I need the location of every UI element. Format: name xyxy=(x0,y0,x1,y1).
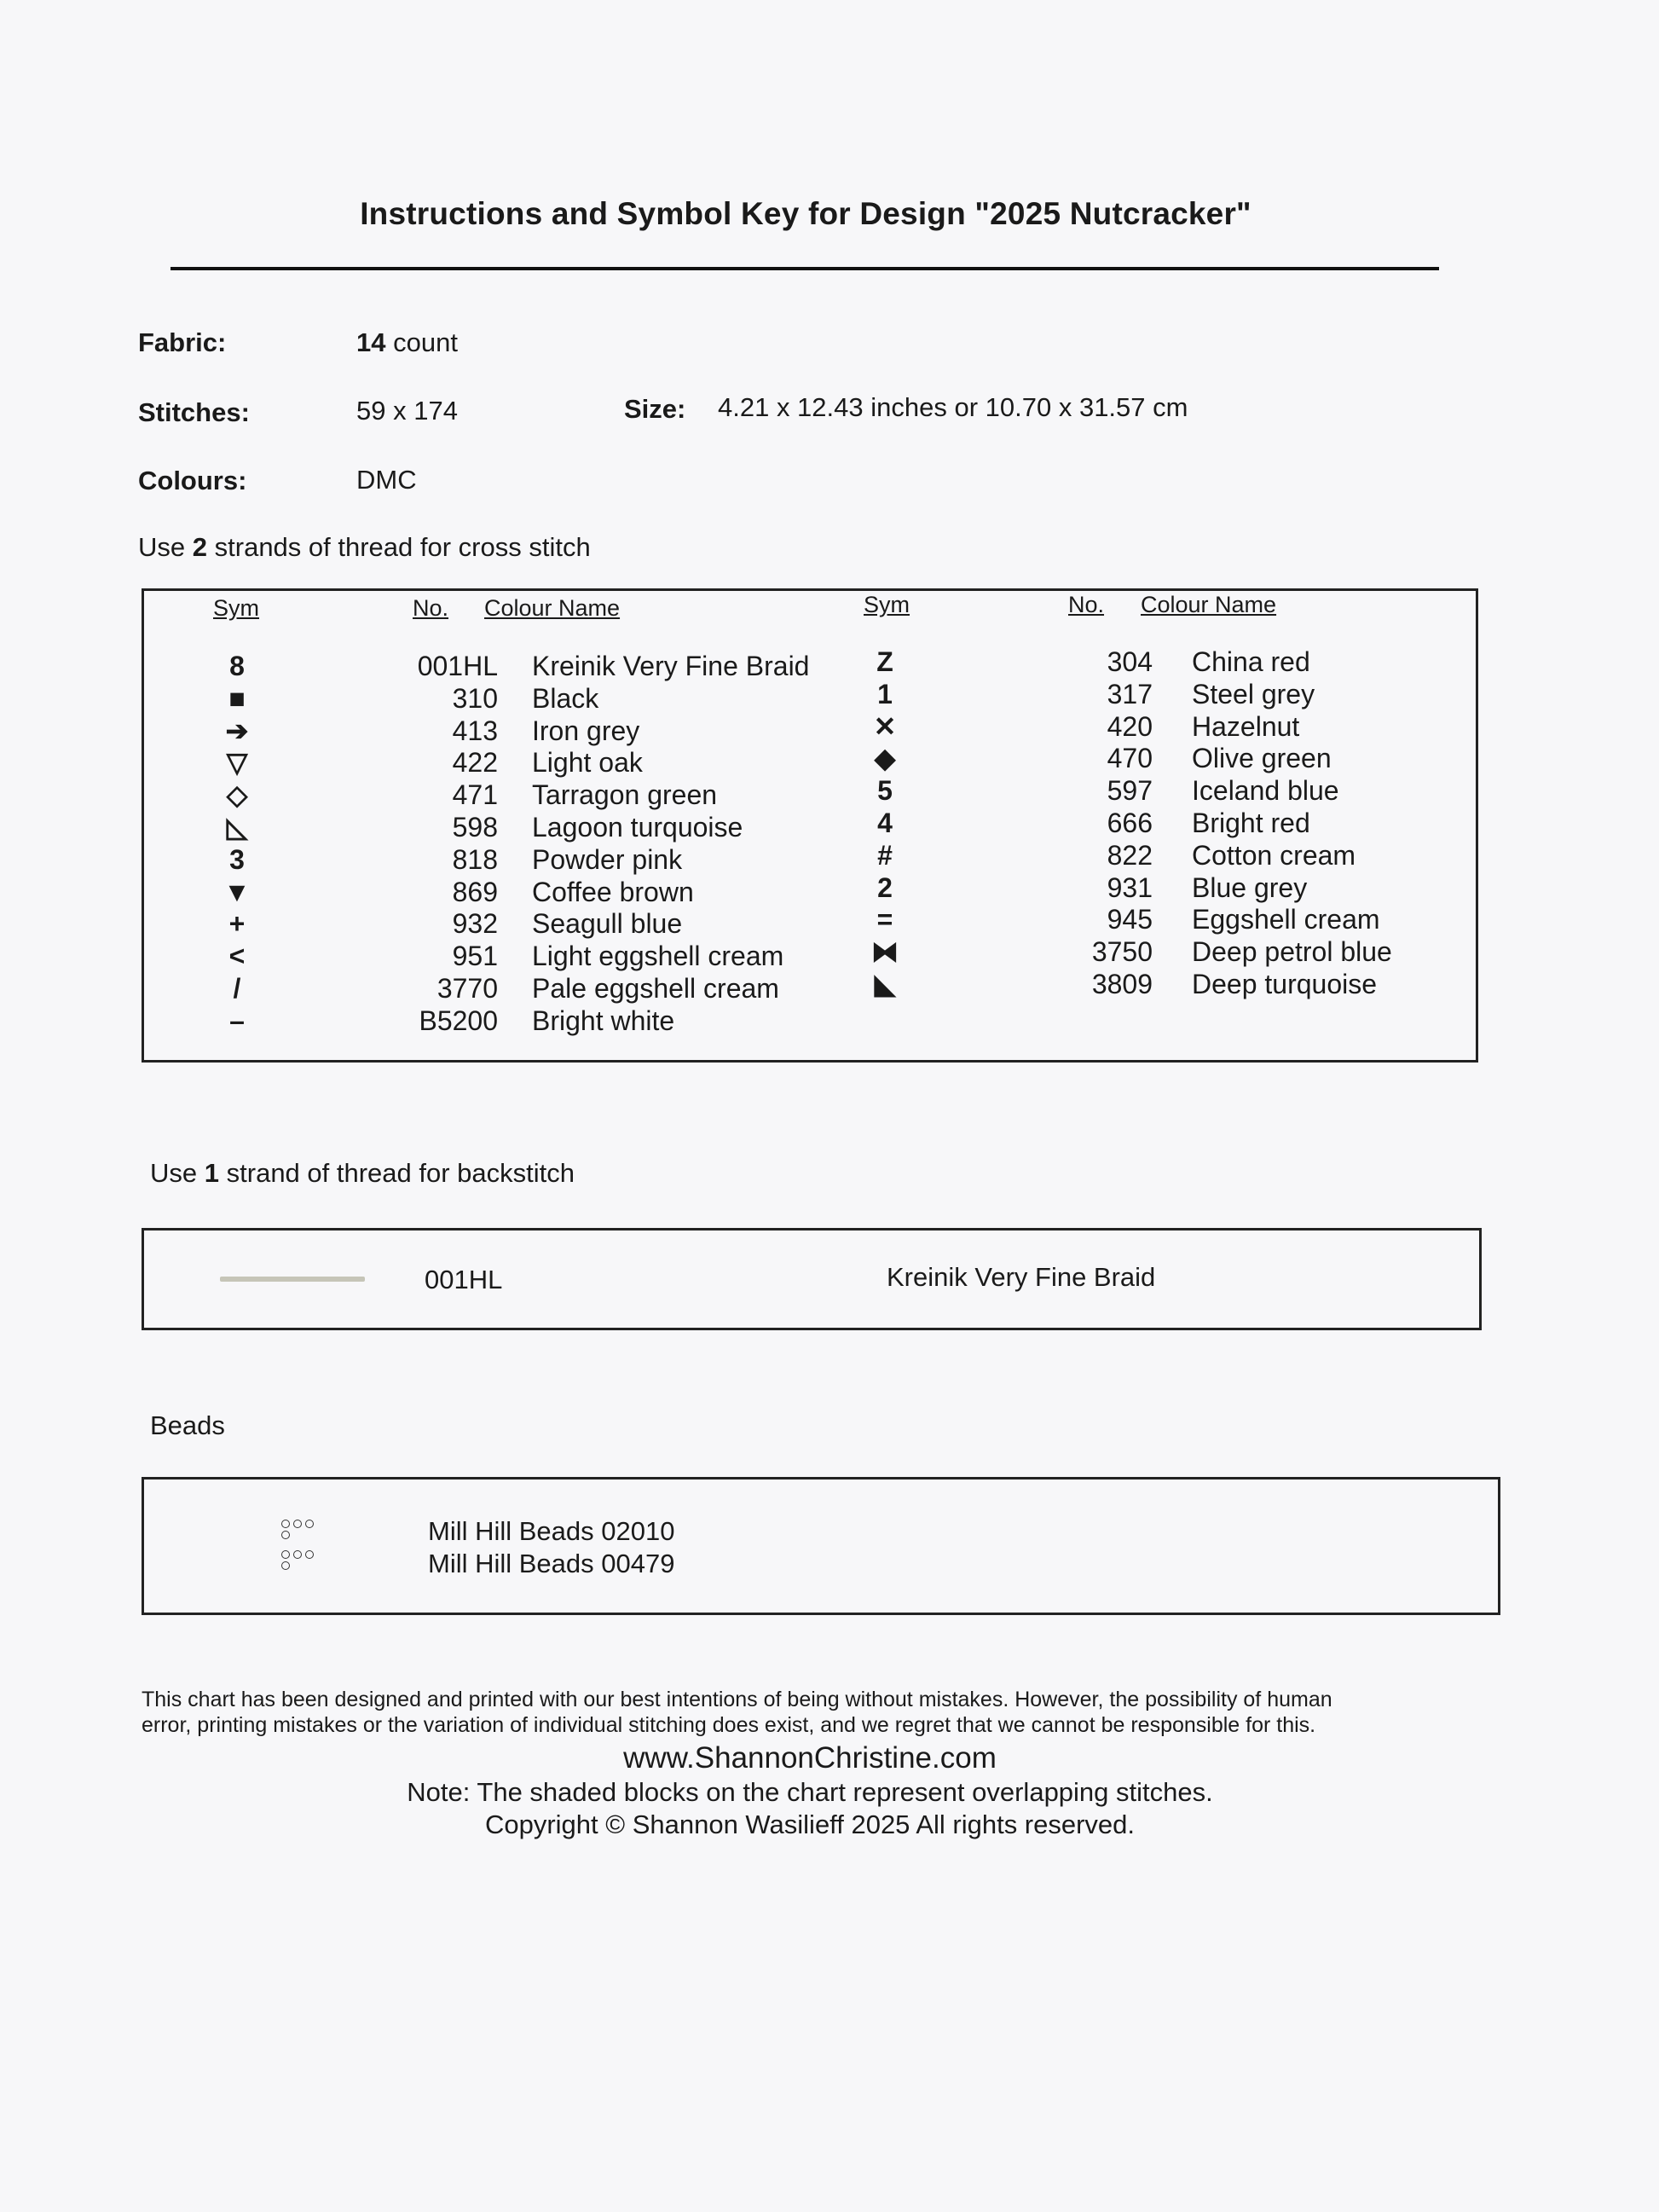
key-row xyxy=(211,747,809,779)
key-symbol: ◆ xyxy=(874,743,896,774)
key-symbol: 8 xyxy=(229,651,245,681)
key-colour-name: Deep petrol blue xyxy=(1192,936,1392,968)
cross-stitch-instruction xyxy=(138,532,591,563)
key-symbol: < xyxy=(228,941,246,972)
key-colour-name: Iceland blue xyxy=(1192,775,1339,807)
key-colour-name: Kreinik Very Fine Braid xyxy=(532,651,810,681)
key-row xyxy=(859,679,1392,711)
key-symbol: ▼ xyxy=(223,876,251,907)
backstitch-colour-name: Kreinik Very Fine Braid xyxy=(887,1262,1156,1292)
key-number: 3770 xyxy=(436,972,498,1004)
fabric-label: Fabric: xyxy=(138,327,227,357)
bead-symbol-icon xyxy=(281,1520,315,1539)
key-colour-name: Blue grey xyxy=(1192,871,1308,903)
key-colour-name: Cotton cream xyxy=(1192,839,1356,871)
key-row xyxy=(859,808,1392,840)
key-symbol: ■ xyxy=(228,682,246,714)
key-row xyxy=(859,775,1392,808)
key-colour-name: Black xyxy=(532,682,599,714)
key-number: B5200 xyxy=(419,1005,498,1036)
title-divider xyxy=(171,267,1439,270)
header-name-left: Colour Name xyxy=(484,595,621,621)
cross-stitch-suffix: strands of thread for cross stitch xyxy=(214,532,591,562)
key-number: 304 xyxy=(1107,646,1153,677)
key-row xyxy=(211,779,809,812)
size-label: Size: xyxy=(624,394,686,424)
key-symbol: ◺ xyxy=(226,811,248,843)
key-symbol: ➔ xyxy=(225,715,249,746)
header-no-right: No. xyxy=(1068,592,1105,617)
header-name-right: Colour Name xyxy=(1141,592,1277,617)
key-row xyxy=(859,840,1392,872)
page-title: Instructions and Symbol Key for Design "2025 Nutcracker" xyxy=(360,196,1251,231)
stitches-label: Stitches: xyxy=(138,397,250,427)
key-number: 598 xyxy=(452,811,498,843)
key-colour-name: Deep turquoise xyxy=(1192,968,1378,999)
key-row xyxy=(859,872,1392,905)
key-symbol: ⧓ xyxy=(871,936,899,968)
key-number: 932 xyxy=(452,908,498,940)
key-symbol: + xyxy=(228,908,246,940)
key-colour-name: Bright white xyxy=(532,1005,675,1036)
header-no-left: No. xyxy=(413,595,449,621)
key-symbol: – xyxy=(229,1005,245,1036)
backstitch-number: 001HL xyxy=(425,1265,503,1294)
key-colour-name: Powder pink xyxy=(532,843,683,875)
fabric-unit: count xyxy=(393,327,458,357)
key-right-list xyxy=(859,646,1392,1001)
beads-key-box xyxy=(142,1477,1500,1615)
key-symbol: ✕ xyxy=(873,710,897,742)
backstitch-suffix: strand of thread for backstitch xyxy=(226,1158,575,1188)
key-left-list xyxy=(211,651,809,1038)
key-colour-name: Seagull blue xyxy=(532,908,683,940)
key-symbol: Z xyxy=(876,646,893,677)
beads-title: Beads xyxy=(150,1410,225,1440)
key-row xyxy=(211,973,809,1005)
backstitch-strands: 1 xyxy=(204,1158,220,1188)
key-symbol: 3 xyxy=(229,843,245,875)
key-row xyxy=(211,941,809,973)
key-number: 001HL xyxy=(417,651,498,681)
key-symbol: ▽ xyxy=(226,747,248,779)
key-colour-name: Lagoon turquoise xyxy=(532,811,743,843)
key-number: 422 xyxy=(452,747,498,779)
colours-label: Colours: xyxy=(138,466,247,495)
key-colour-name: Eggshell cream xyxy=(1192,904,1380,935)
disclaimer-line-1: This chart has been designed and printed with our best intentions of being without mistakes. However, the possibility of human xyxy=(142,1688,1332,1711)
key-colour-name: Tarragon green xyxy=(532,779,718,811)
bead-item: Mill Hill Beads 02010 xyxy=(428,1516,675,1546)
key-number: 597 xyxy=(1107,775,1153,807)
key-number: 931 xyxy=(1107,871,1153,903)
key-number: 470 xyxy=(1107,743,1153,774)
colours-value: DMC xyxy=(356,465,417,495)
disclaimer-line-2: error, printing mistakes or the variation of individual stitching does exist, and we regret that we cannot be responsible for this. xyxy=(142,1713,1316,1737)
key-symbol: = xyxy=(876,904,893,935)
key-symbol: # xyxy=(877,839,893,871)
key-number: 3809 xyxy=(1091,968,1153,999)
key-number: 666 xyxy=(1107,807,1153,838)
key-symbol: ◇ xyxy=(226,779,248,811)
key-colour-name: Bright red xyxy=(1192,807,1310,838)
website-link[interactable]: www.ShannonChristine.com xyxy=(623,1741,997,1775)
backstitch-line-swatch xyxy=(220,1277,365,1282)
backstitch-instruction xyxy=(150,1158,575,1189)
key-row xyxy=(859,711,1392,744)
key-number: 413 xyxy=(452,715,498,746)
bead-symbol-icon xyxy=(281,1550,315,1570)
key-number: 951 xyxy=(452,941,498,972)
key-number: 471 xyxy=(452,779,498,811)
fabric-count: 14 xyxy=(356,327,386,357)
cross-stitch-prefix: Use xyxy=(138,532,186,562)
header-sym-right: Sym xyxy=(864,592,910,617)
key-row xyxy=(859,936,1392,969)
copyright: Copyright © Shannon Wasilieff 2025 All rights reserved. xyxy=(484,1810,1136,1839)
key-colour-name: Coffee brown xyxy=(532,876,694,907)
key-row xyxy=(211,844,809,877)
cross-stitch-strands: 2 xyxy=(192,532,208,562)
key-symbol: 5 xyxy=(877,775,893,807)
key-row xyxy=(859,743,1392,775)
key-row xyxy=(211,812,809,844)
key-symbol: 2 xyxy=(877,871,893,903)
key-row xyxy=(859,904,1392,936)
key-number: 945 xyxy=(1107,904,1153,935)
key-symbol: ◣ xyxy=(874,968,896,999)
key-number: 822 xyxy=(1107,839,1153,871)
header-sym-left: Sym xyxy=(213,595,259,621)
key-row xyxy=(859,969,1392,1001)
key-colour-name: Olive green xyxy=(1192,743,1332,774)
key-colour-name: Light oak xyxy=(532,747,643,779)
key-number: 3750 xyxy=(1091,936,1153,968)
size-value: 4.21 x 12.43 inches or 10.70 x 31.57 cm xyxy=(718,392,1188,422)
key-number: 420 xyxy=(1107,710,1153,742)
key-symbol: 4 xyxy=(877,807,893,838)
key-row xyxy=(211,1005,809,1038)
key-row xyxy=(211,683,809,715)
key-row xyxy=(859,646,1392,679)
key-symbol: 1 xyxy=(877,678,893,709)
shaded-blocks-note: Note: The shaded blocks on the chart represent overlapping stitches. xyxy=(407,1777,1213,1807)
key-number: 818 xyxy=(452,843,498,875)
key-colour-name: Pale eggshell cream xyxy=(532,972,779,1004)
key-symbol: / xyxy=(233,972,241,1004)
fabric-value xyxy=(356,327,458,358)
key-colour-name: China red xyxy=(1192,646,1310,677)
key-colour-name: Light eggshell cream xyxy=(532,941,784,972)
backstitch-prefix: Use xyxy=(150,1158,198,1188)
stitches-value: 59 x 174 xyxy=(356,396,458,426)
key-colour-name: Steel grey xyxy=(1192,678,1315,709)
key-row xyxy=(211,651,809,683)
key-row xyxy=(211,715,809,748)
bead-item: Mill Hill Beads 00479 xyxy=(428,1549,675,1578)
key-number: 869 xyxy=(452,876,498,907)
key-colour-name: Hazelnut xyxy=(1192,710,1300,742)
key-row xyxy=(211,877,809,909)
key-colour-name: Iron grey xyxy=(532,715,640,746)
key-number: 317 xyxy=(1107,678,1153,709)
key-row xyxy=(211,908,809,941)
key-number: 310 xyxy=(452,682,498,714)
